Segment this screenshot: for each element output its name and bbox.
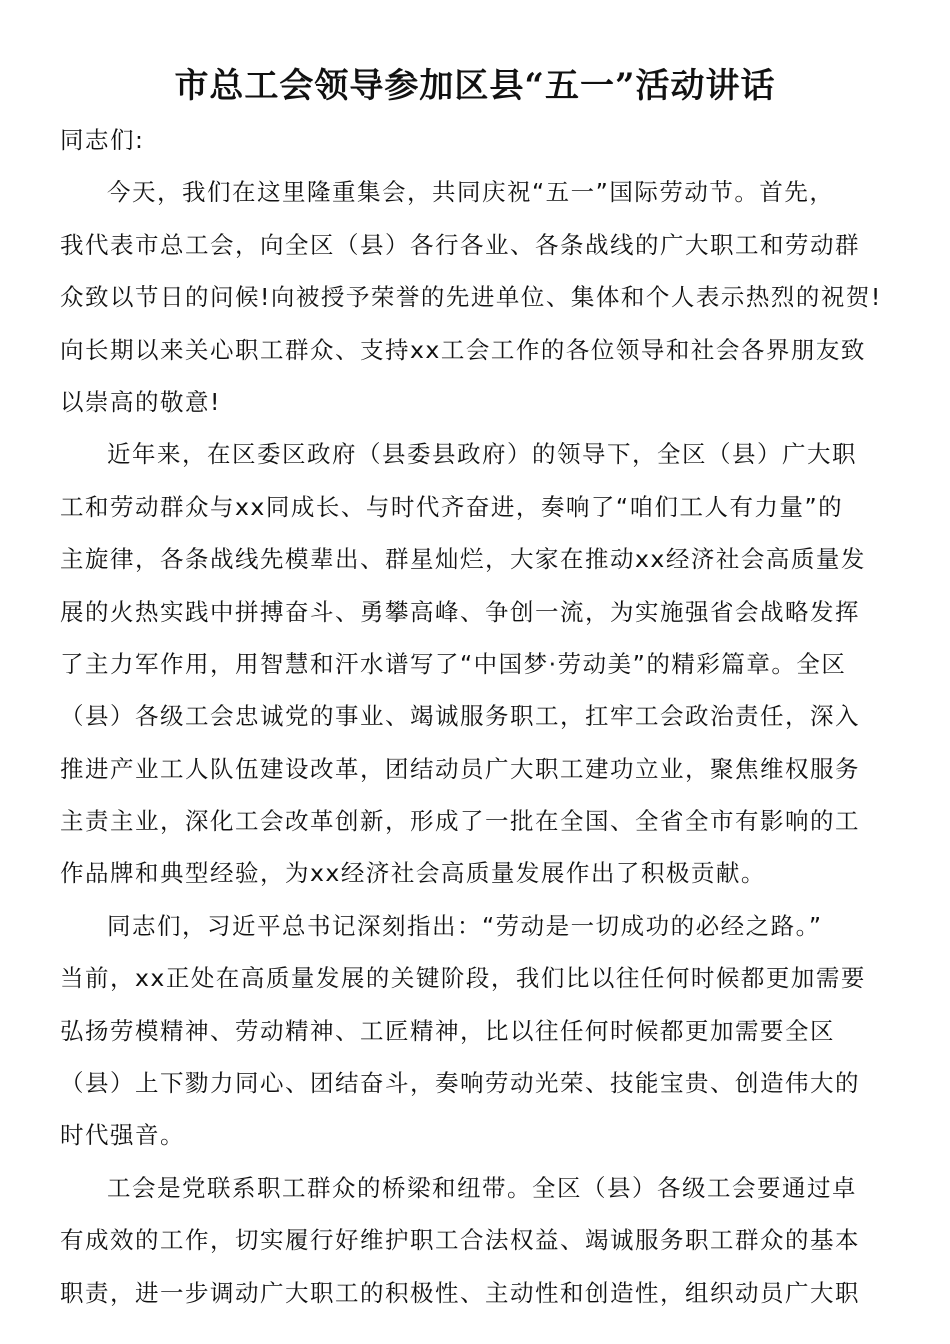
paragraph (60, 428, 880, 900)
paragraph-list (60, 166, 880, 1319)
paragraph (60, 1162, 880, 1319)
paragraph-line: 众致以节日的问候!向被授予荣誉的先进单位、集体和个人表示热烈的祝贺! (60, 283, 882, 312)
paragraph-line: 作品牌和典型经验，为xx经济社会高质量发展作出了积极贡献。 (60, 859, 766, 888)
paragraph-line: 工和劳动群众与xx同成长、与时代齐奋进，奏响了“咱们工人有力量”的 (60, 492, 844, 521)
paragraph-line: 主旋律，各条战线先模辈出、群星灿烂，大家在推动xx经济社会高质量发 (60, 545, 866, 574)
paragraph-line: 近年来，在区委区政府（县委县政府）的领导下，全区（县）广大职 (107, 440, 857, 469)
paragraph-line: 当前，xx正处在高质量发展的关键阶段，我们比以往任何时候都更加需要 (60, 964, 866, 993)
paragraph-line: 今天，我们在这里隆重集会，共同庆祝“五一”国际劳动节。首先， (107, 178, 835, 207)
document-body (60, 114, 880, 1319)
paragraph-line: 工会是党联系职工群众的桥梁和纽带。全区（县）各级工会要通过卓 (107, 1173, 857, 1202)
paragraph-line: （县）各级工会忠诚党的事业、竭诚服务职工，扛牢工会政治责任，深入 (60, 702, 860, 731)
paragraph-line: 展的火热实践中拼搏奋斗、勇攀高峰、争创一流，为实施强省会战略发挥 (60, 597, 860, 626)
paragraph-line: （县）上下勠力同心、团结奋斗，奏响劳动光荣、技能宝贵、创造伟大的 (60, 1069, 860, 1098)
paragraph-line: 时代强音。 (60, 1121, 185, 1150)
paragraph-line: 以崇高的敬意! (60, 387, 221, 416)
paragraph (60, 900, 880, 1162)
paragraph-line: 同志们，习近平总书记深刻指出：“劳动是一切成功的必经之路。” (107, 911, 823, 940)
paragraph-line: 弘扬劳模精神、劳动精神、工匠精神，比以往任何时候都更加需要全区 (60, 1016, 835, 1045)
salutation: 同志们: (60, 126, 145, 154)
paragraph-line: 有成效的工作，切实履行好维护职工合法权益、竭诚服务职工群众的基本 (60, 1226, 860, 1255)
paragraph (60, 166, 880, 428)
document-title: 市总工会领导参加区县“五一”活动讲话 (174, 66, 776, 106)
paragraph-line: 向长期以来关心职工群众、支持xx工会工作的各位领导和社会各界朋友致 (60, 335, 866, 364)
paragraph-line: 主责主业，深化工会改革创新，形成了一批在全国、全省全市有影响的工 (60, 807, 860, 836)
paragraph-line: 我代表市总工会，向全区（县）各行各业、各条战线的广大职工和劳动群 (60, 230, 860, 259)
paragraph-line: 推进产业工人队伍建设改革，团结动员广大职工建功立业，聚焦维权服务 (60, 754, 860, 783)
paragraph-line: 了主力军作用，用智慧和汗水谱写了“中国梦·劳动美”的精彩篇章。全区 (60, 649, 847, 678)
paragraph-line: 职责，进一步调动广大职工的积极性、主动性和创造性，组织动员广大职 (60, 1278, 860, 1307)
